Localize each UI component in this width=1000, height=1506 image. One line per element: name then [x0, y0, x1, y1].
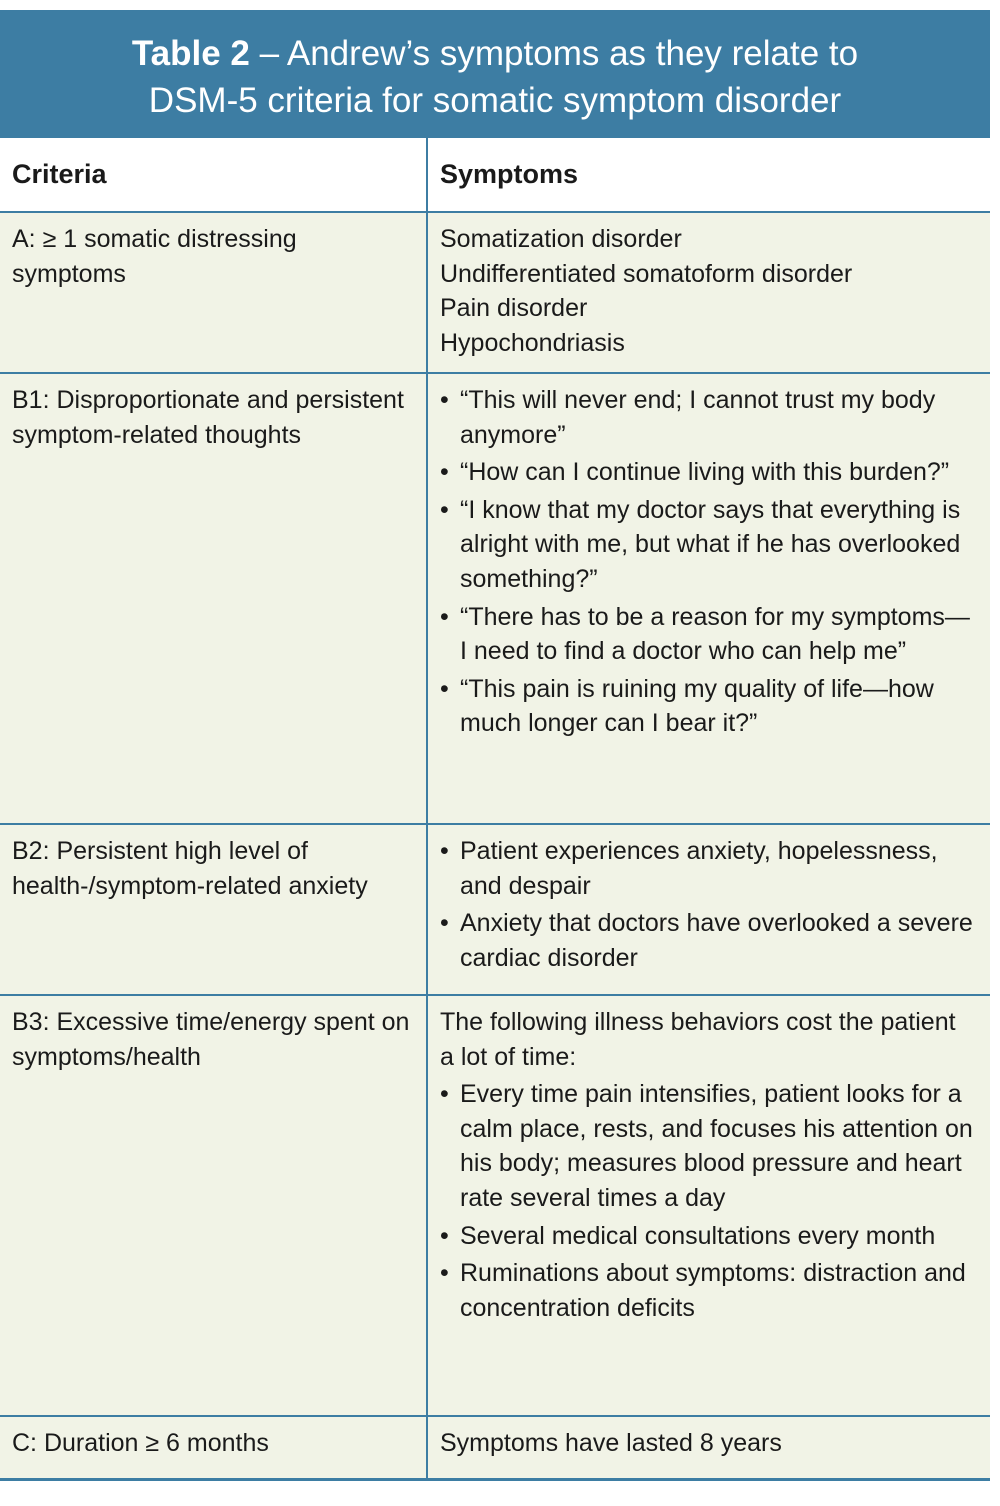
symptom-line: Somatization disorder: [440, 225, 682, 253]
criteria-table: [0, 138, 990, 1478]
title-rest: – Andrew’s symptoms as they relate to: [249, 34, 859, 73]
list-item: • Ruminations about symptoms: distraction and concentration deficits: [440, 1256, 976, 1325]
symptom-intro: The following illness behaviors cost the patient a lot of time:: [440, 1008, 956, 1071]
symptom-line: Pain disorder: [440, 294, 588, 323]
table-row-c: [0, 1416, 990, 1478]
symptom-list: [440, 383, 976, 741]
criteria-cell: A: ≥ 1 somatic distressing symptoms: [0, 212, 427, 373]
symptom-line: Symptoms have lasted 8 years: [440, 1429, 782, 1457]
table-title: [0, 10, 990, 138]
criteria-column-header: Criteria: [0, 138, 427, 212]
criteria-cell: B1: Disproportionate and persistent symptom-related thoughts: [0, 373, 427, 824]
symptom-list: [440, 834, 976, 975]
criteria-cell: B3: Excessive time/energy spent on symptoms/health: [0, 995, 427, 1416]
list-item: • “This pain is ruining my quality of life—how much longer can I bear it?”: [440, 672, 976, 741]
list-item: • “I know that my doctor says that everything is alright with me, but what if he has overlooked something?”: [440, 493, 976, 597]
criteria-cell: C: Duration ≥ 6 months: [0, 1416, 427, 1478]
symptoms-column-header: Symptoms: [427, 138, 990, 212]
title-line-2: DSM-5 criteria for somatic symptom disorder: [148, 81, 842, 120]
symptoms-cell: [427, 824, 990, 995]
symptoms-cell: [427, 373, 990, 824]
symptoms-cell: [427, 212, 990, 373]
criteria-cell: B2: Persistent high level of health-/symptom-related anxiety: [0, 824, 427, 995]
list-item: • “There has to be a reason for my symptoms—I need to find a doctor who can help me”: [440, 600, 976, 669]
symptoms-cell: [427, 995, 990, 1416]
table-row-a: [0, 212, 990, 373]
table-row-b1: [0, 373, 990, 824]
symptom-line: Undifferentiated somatoform disorder: [440, 259, 853, 288]
list-item: • Anxiety that doctors have overlooked a severe cardiac disorder: [440, 906, 976, 975]
title-line-1: [0, 30, 990, 77]
list-item: • Several medical consultations every month: [440, 1219, 976, 1254]
symptom-list: [440, 1077, 976, 1325]
list-item: • “This will never end; I cannot trust my body anymore”: [440, 383, 976, 452]
header-row: [0, 138, 990, 212]
symptoms-cell: [427, 1416, 990, 1478]
symptom-table: [0, 10, 990, 1481]
list-item: • “How can I continue living with this burden?”: [440, 455, 976, 490]
table-row-b3: [0, 995, 990, 1416]
table-row-b2: [0, 824, 990, 995]
list-item: • Patient experiences anxiety, hopelessness, and despair: [440, 834, 976, 903]
symptom-line: Hypochondriasis: [440, 328, 625, 357]
list-item: • Every time pain intensifies, patient looks for a calm place, rests, and focuses his attention on his body; measures blood pressure and heart rate several times a day: [440, 1077, 976, 1215]
table-label: Table 2: [131, 34, 250, 73]
